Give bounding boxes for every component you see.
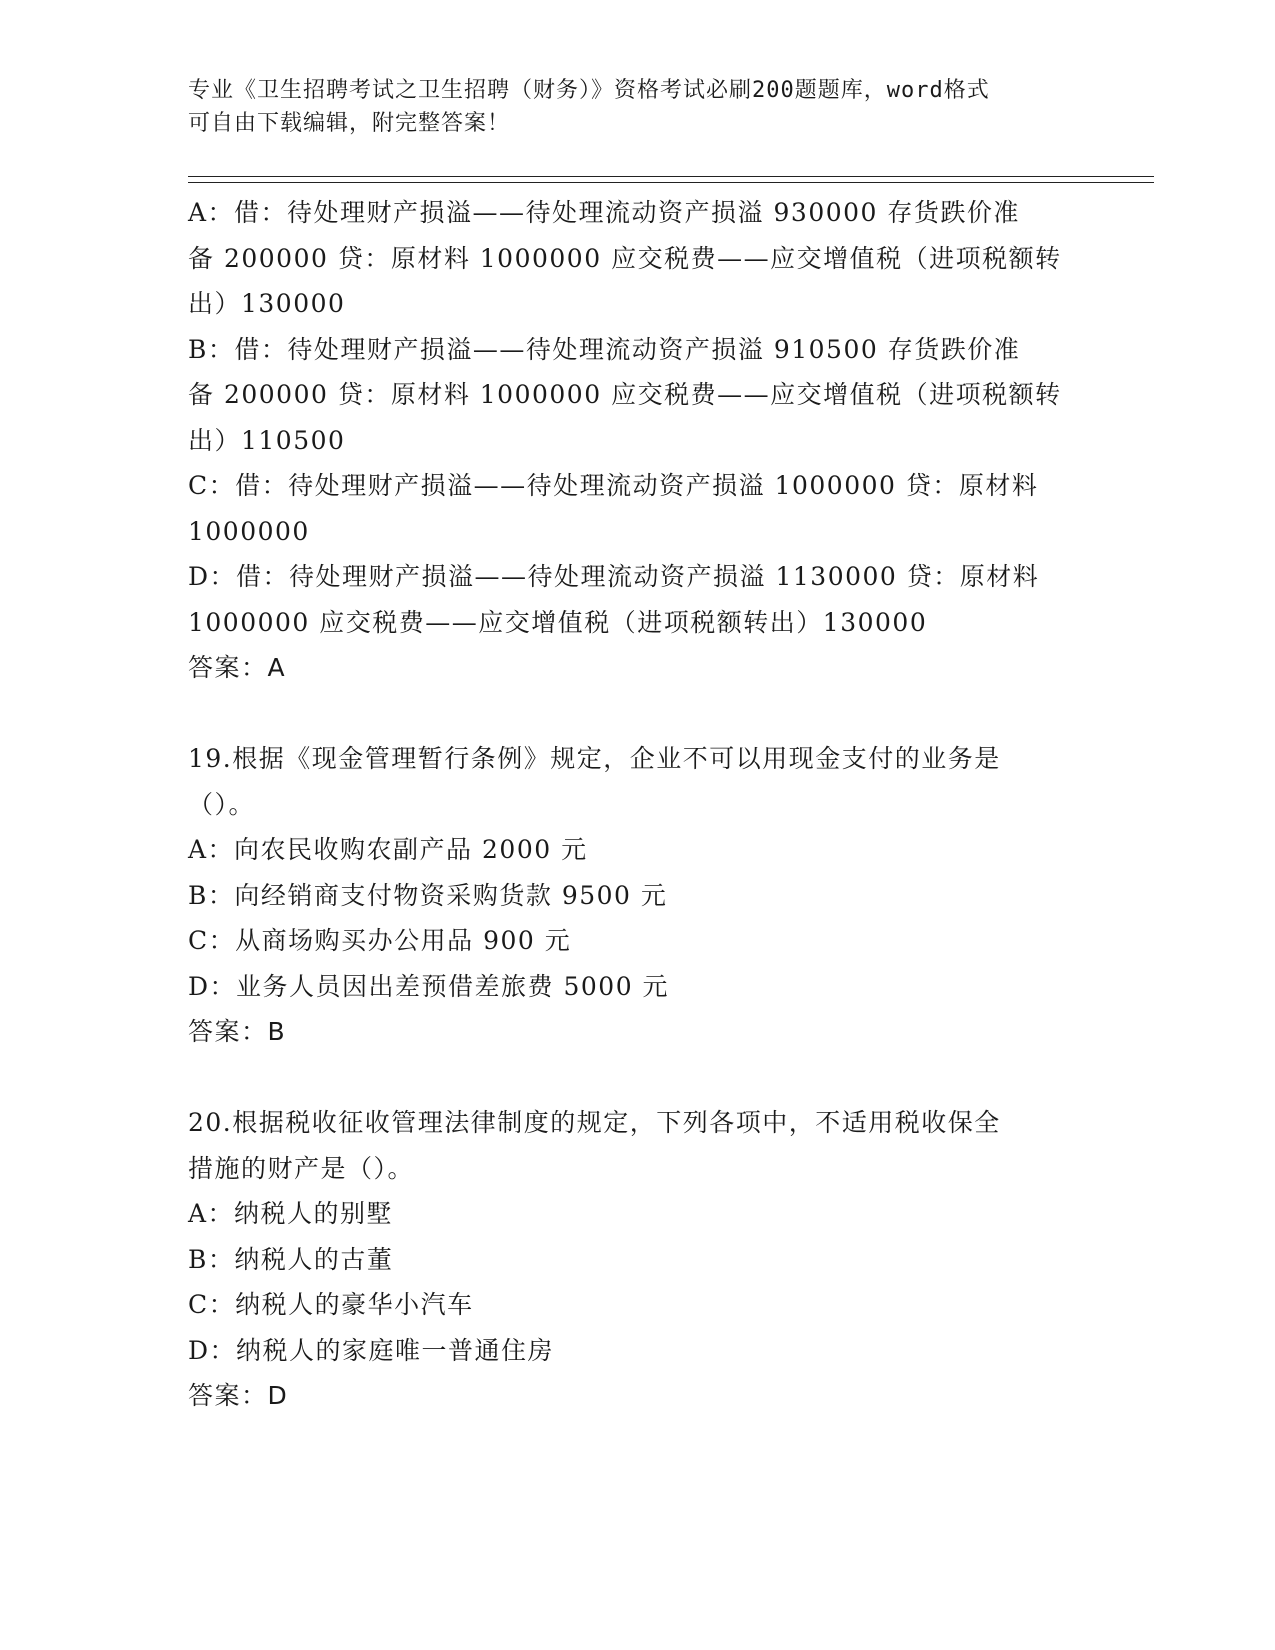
- option-a: [188, 190, 1068, 327]
- option-b: B：向经销商支付物资采购货款 9500 元: [188, 880, 668, 910]
- answer-label: 答案：A: [188, 653, 287, 682]
- question-spacer: [188, 691, 1068, 737]
- header-line-2: 可自由下载编辑，附完整答案！: [188, 111, 511, 136]
- option-d: D：业务人员因出差预借差旅费 5000 元: [188, 971, 670, 1001]
- answer-label: 答案：B: [188, 1017, 287, 1046]
- option-b: [188, 327, 1068, 464]
- question-19: [188, 736, 1068, 1055]
- document-body: [188, 190, 1068, 1419]
- document-header: [188, 74, 1068, 140]
- option-d: [188, 554, 1068, 645]
- option-b: B：纳税人的古董: [188, 1244, 394, 1274]
- header-line-1: 专业《卫生招聘考试之卫生招聘（财务）》资格考试必刷200题题库，word格式: [188, 78, 990, 103]
- option-c: [188, 463, 1068, 554]
- question-spacer: [188, 1055, 1068, 1101]
- question-20: [188, 1100, 1068, 1419]
- option-c: C：从商场购买办公用品 900 元: [188, 926, 572, 955]
- question-stem-line-2: （）。: [188, 789, 256, 819]
- option-b-line-2: 备 200000 贷：原材料 1000000 应交税费——应交增值税（进项税额转: [188, 380, 1062, 409]
- header-divider-top: [188, 176, 1154, 177]
- question-18: [188, 190, 1068, 691]
- option-a: A：纳税人的别墅: [188, 1199, 394, 1228]
- option-d-line-1: D：借：待处理财产损溢——待处理流动资产损溢 1130000 贷：原材料: [188, 562, 1040, 591]
- option-d: D：纳税人的家庭唯一普通住房: [188, 1335, 555, 1365]
- question-stem-line-1: 20.根据税收征收管理法律制度的规定，下列各项中，不适用税收保全: [188, 1108, 1001, 1137]
- option-a-line-1: A：借：待处理财产损溢——待处理流动资产损溢 930000 存货跌价准: [188, 198, 1020, 227]
- question-stem-line-1: 19.根据《现金管理暂行条例》规定，企业不可以用现金支付的业务是: [188, 744, 1001, 773]
- option-b-line-1: B：借：待处理财产损溢——待处理流动资产损溢 910500 存货跌价准: [188, 334, 1021, 364]
- option-c-line-1: C：借：待处理财产损溢——待处理流动资产损溢 1000000 贷：原材料: [188, 471, 1039, 500]
- option-a-line-3: 出）130000: [188, 289, 346, 318]
- option-c: C：纳税人的豪华小汽车: [188, 1290, 474, 1319]
- option-d-line-2: 1000000 应交税费——应交增值税（进项税额转出）130000: [188, 607, 928, 637]
- option-b-line-3: 出）110500: [188, 425, 346, 455]
- option-a-line-2: 备 200000 贷：原材料 1000000 应交税费——应交增值税（进项税额转: [188, 243, 1062, 273]
- header-divider-bottom: [188, 182, 1154, 183]
- question-stem-line-2: 措施的财产是（）。: [188, 1153, 415, 1183]
- option-a: A：向农民收购农副产品 2000 元: [188, 835, 588, 864]
- answer-label: 答案：D: [188, 1381, 289, 1410]
- option-c-line-2: 1000000: [188, 516, 310, 546]
